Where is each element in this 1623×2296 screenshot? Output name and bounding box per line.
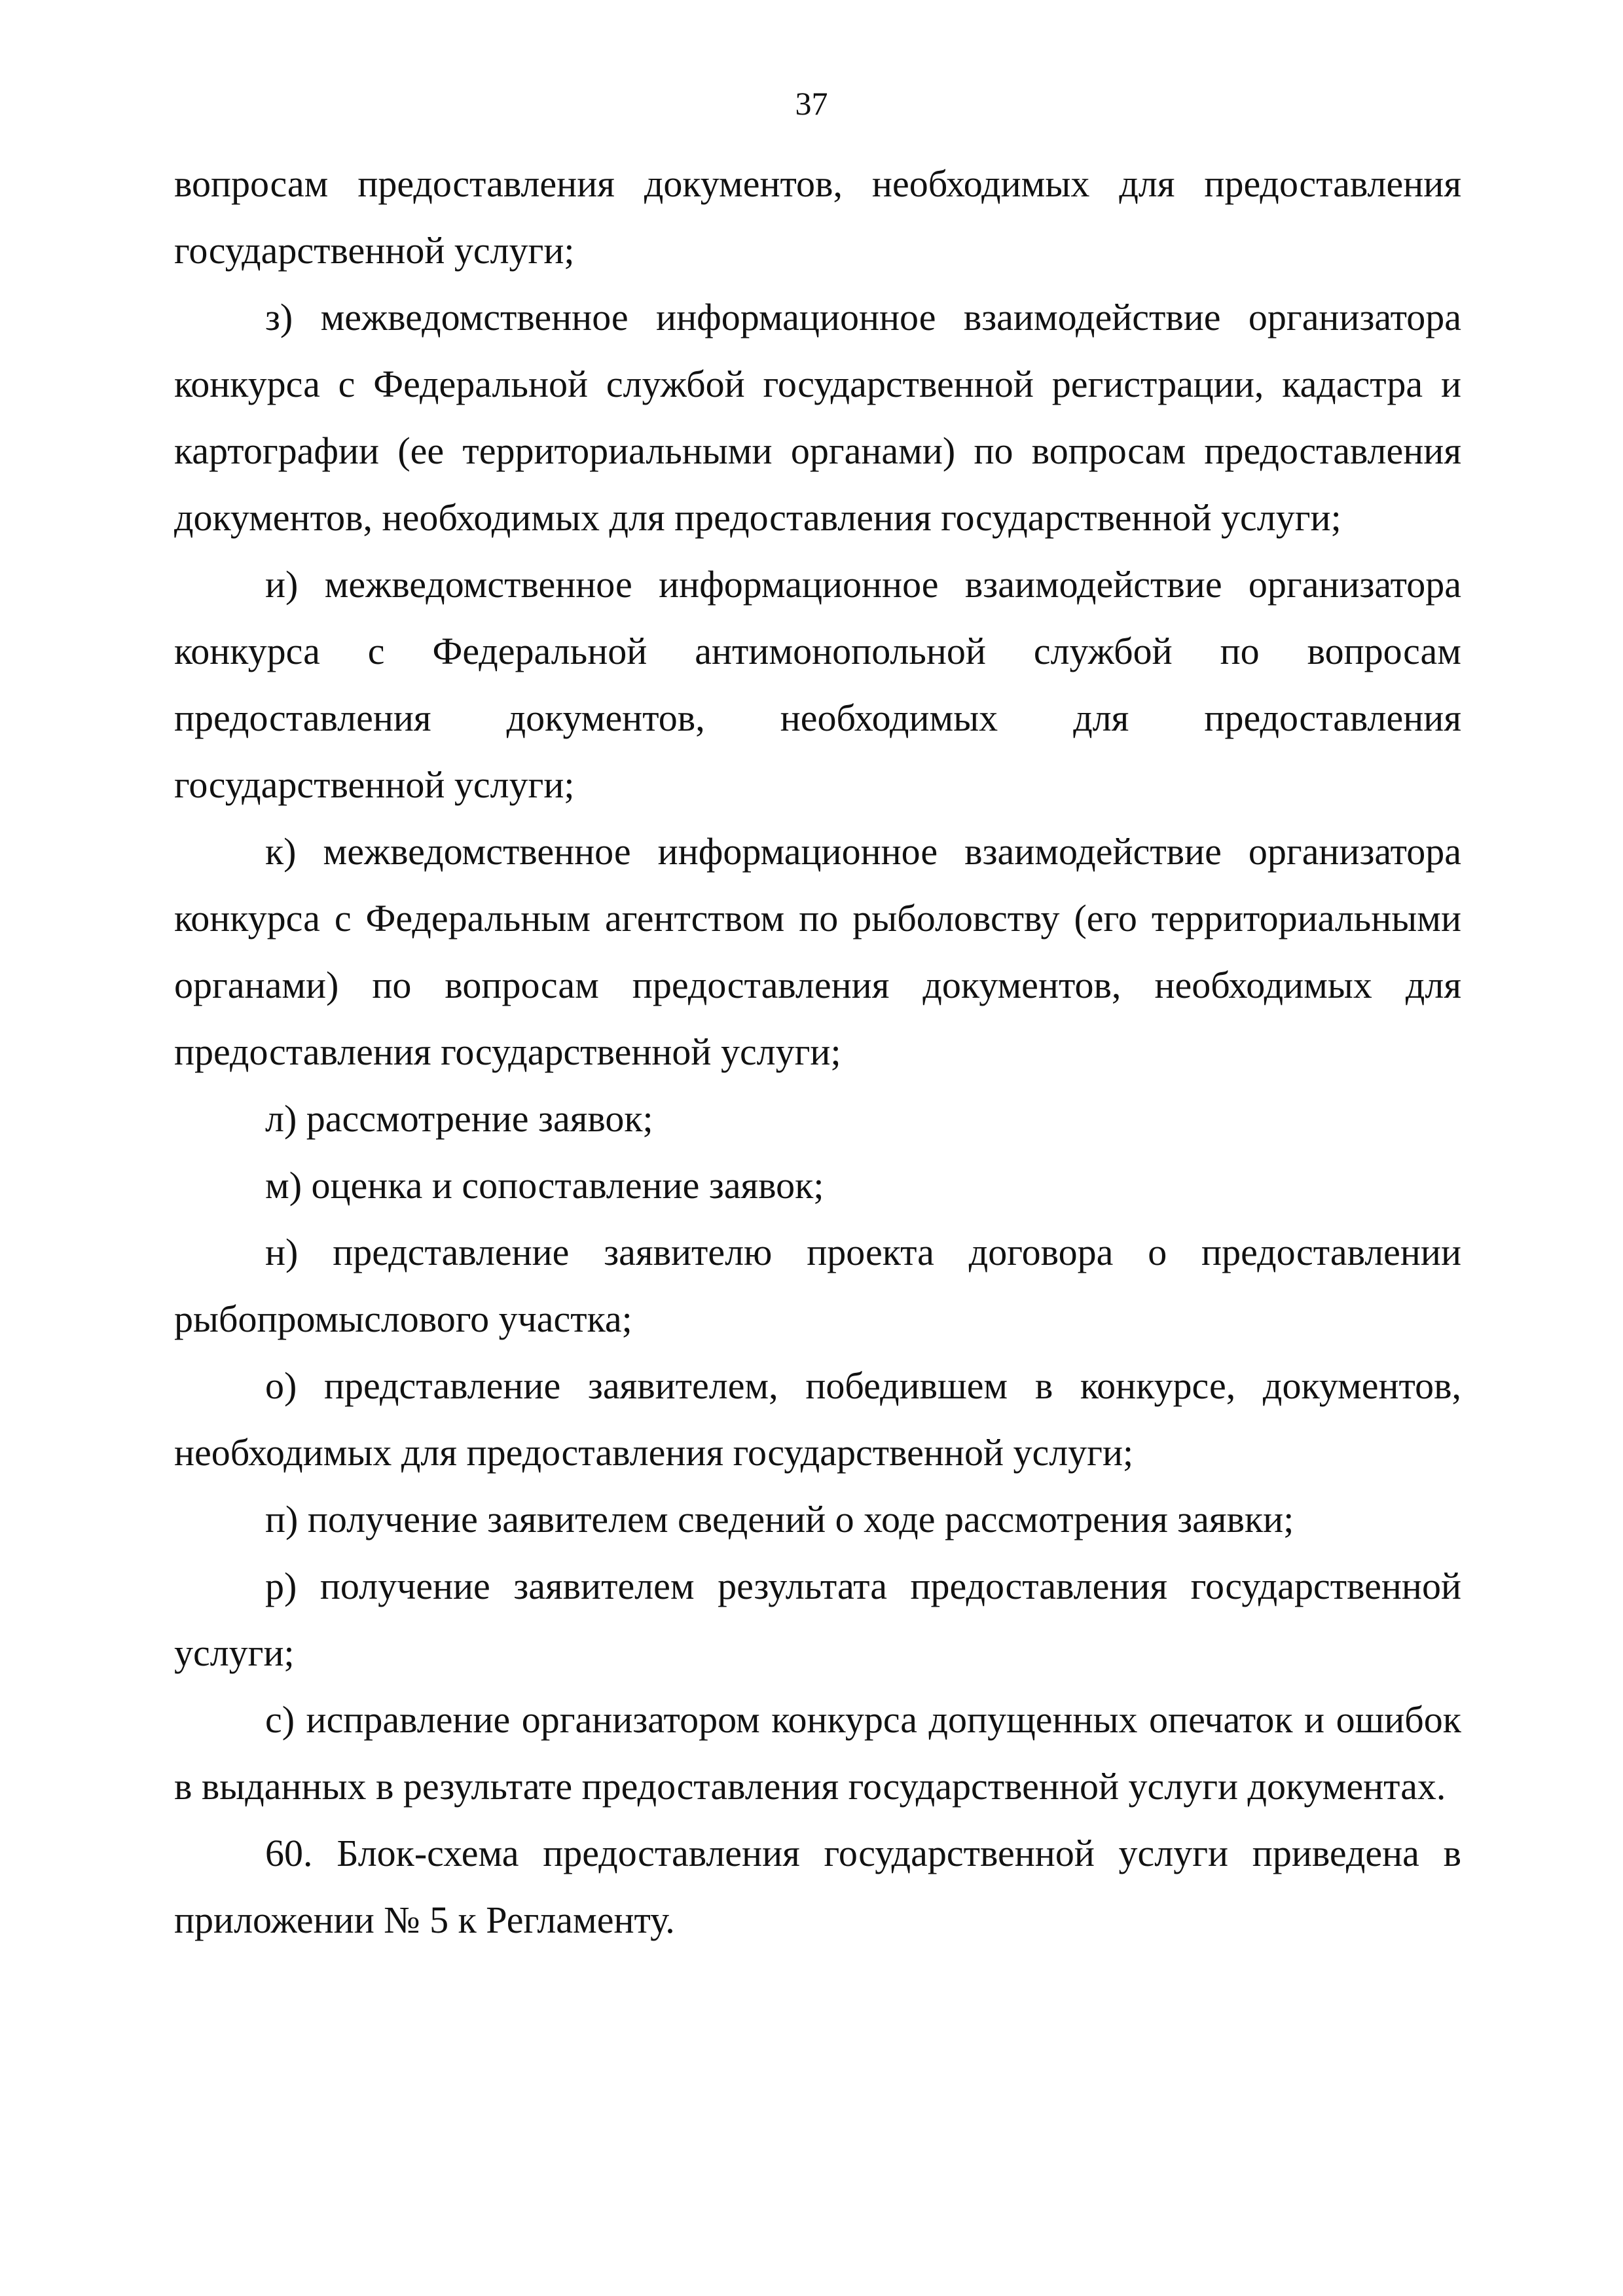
paragraph-item-s: с) исправление организатором конкурса допущенных опечаток и ошибок в выданных в результате предоставления государственной услуги документах. — [174, 1698, 1461, 1808]
paragraph-60: 60. Блок-схема предоставления государственной услуги приведена в приложении № 5 к Регламенту. — [174, 1832, 1461, 1941]
paragraph-item-i: и) межведомственное информационное взаимодействие организатора конкурса с Федеральной антимонопольной службой по вопросам предоставления документов, необходимых для предоставления государственной услуги; — [174, 563, 1461, 806]
paragraph-item-k: к) межведомственное информационное взаимодействие организатора конкурса с Федеральным агентством по рыболовству (его территориальными органами) по вопросам предоставления документов, необходимых для предоставления государственной услуги; — [174, 830, 1461, 1073]
document-body — [174, 151, 1461, 1954]
paragraph-item-o: о) представление заявителем, победившем в конкурсе, документов, необходимых для предоставления государственной услуги; — [174, 1364, 1461, 1474]
paragraph-item-l: л) рассмотрение заявок; — [265, 1097, 653, 1140]
paragraph-item-z: з) межведомственное информационное взаимодействие организатора конкурса с Федеральной службой государственной регистрации, кадастра и картографии (ее территориальными органами) по вопросам предоставления документов, необходимых для предоставления государственной услуги; — [174, 296, 1461, 539]
paragraph-continuation: вопросам предоставления документов, необходимых для предоставления государственной услуги; — [174, 162, 1461, 272]
page-number: 37 — [795, 85, 828, 122]
paragraph-item-r: р) получение заявителем результата предоставления государственной услуги; — [174, 1565, 1461, 1674]
paragraph-item-p: п) получение заявителем сведений о ходе рассмотрения заявки; — [265, 1498, 1294, 1540]
paragraph-item-m: м) оценка и сопоставление заявок; — [265, 1164, 824, 1207]
paragraph-item-n: н) представление заявителю проекта договора о предоставлении рыбопромыслового участка; — [174, 1231, 1461, 1340]
